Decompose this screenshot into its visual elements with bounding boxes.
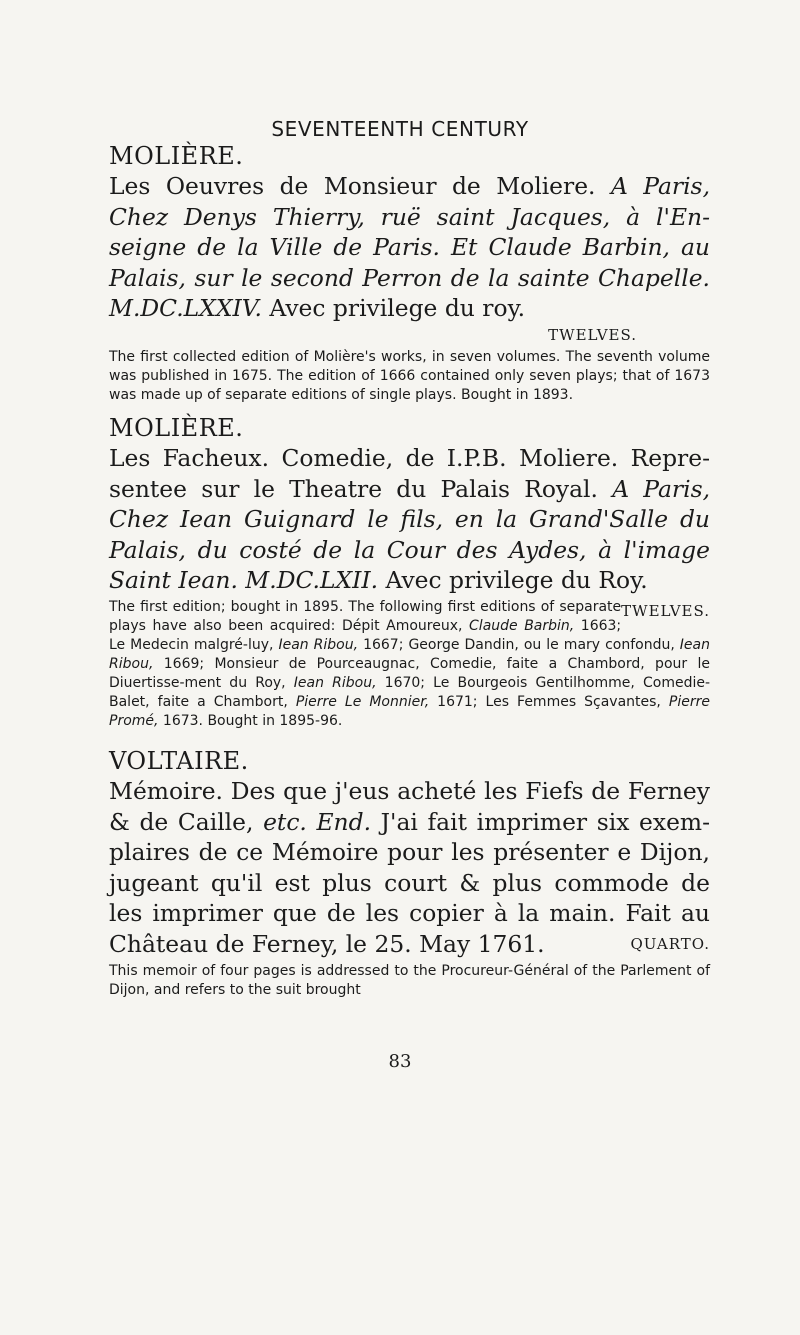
italic-text: Pierre Promé, bbox=[109, 693, 710, 729]
entry-author: VOLTAIRE. bbox=[109, 747, 249, 775]
text-run: Les Oeuvres de Monsieur de Moliere. bbox=[109, 172, 611, 200]
entry-format: TWELVES. bbox=[548, 325, 637, 344]
text-run: The first edition; bought in 1895. The following first editions of separate plays have also been acquired: Dépit Amoureux, bbox=[109, 598, 622, 634]
entry-title bbox=[109, 171, 710, 324]
entry-note bbox=[109, 962, 710, 1000]
text-run: Mémoire. Des que j'eus acheté les Fiefs de Ferney & de Caille, bbox=[109, 777, 710, 836]
running-head: SEVENTEENTH CENTURY bbox=[271, 117, 529, 141]
entry-note bbox=[109, 598, 710, 731]
text-run: 1671; Les Femmes Sçavantes, bbox=[429, 693, 669, 710]
page-number: 83 bbox=[388, 1051, 412, 1072]
catalogue-entry-2 bbox=[109, 413, 710, 731]
catalogue-entry-3 bbox=[109, 746, 710, 1000]
entry-format: TWELVES. bbox=[621, 601, 710, 620]
catalogue-entry-1 bbox=[109, 141, 710, 405]
text-run: Les Facheux. Comedie, de I.P.B. Moliere. Repre-sentee sur le Theatre du Palais Royal. bbox=[109, 444, 710, 503]
italic-text: Claude Barbin, bbox=[469, 617, 575, 634]
italic-text: A Paris, Chez Iean Guignard le fils, en la Grand'Salle du Palais, du costé de la Cour des Aydes, à l'image Saint Iean. M.DC.LXII. bbox=[109, 474, 711, 595]
text-run: This memoir of four pages is addressed to the Procureur-Général of the Parlement of Dijon, and refers to the suit brought bbox=[109, 962, 710, 998]
italic-text: Iean Ribou, bbox=[278, 636, 359, 653]
italic-text: A Paris, Chez Denys Thierry, ruë saint Jacques, à l'En-seigne de la Ville de Paris. Et Claude Barbin, au Palais, sur le second Perron de la sainte Chapelle. M.DC.LXXIV. bbox=[109, 172, 711, 323]
entry-format: QUARTO. bbox=[630, 934, 710, 953]
entry-author: MOLIÈRE. bbox=[109, 414, 244, 442]
text-run: 1663; Le Medecin malgré-luy, bbox=[109, 617, 622, 653]
italic-text: Iean Ribou, bbox=[293, 674, 377, 691]
entry-title bbox=[109, 776, 710, 960]
text-run: 1669; Monsieur de Pourceaugnac, Comedie, faite a Chambord, pour le Diuertisse-ment du Roy, bbox=[109, 655, 710, 691]
italic-text: Pierre Le Monnier, bbox=[295, 693, 430, 710]
entry-author: MOLIÈRE. bbox=[109, 142, 244, 170]
text-run: J'ai fait imprimer six exem-plaires de ce Mémoire pour les présenter e Dijon, jugeant qu'il est plus court & plus commode de les imprimer que de les copier à la main. Fait au Château de Ferney, le 25. May 1761. bbox=[109, 807, 710, 958]
italic-text: etc. End. bbox=[263, 807, 372, 836]
text-run: The first collected edition of Molière's works, in seven volumes. The seventh volume was published in 1675. The edition of 1666 contained only seven plays; that of 1673 was made up of separate editions of single plays. Bought in 1893. bbox=[109, 348, 710, 403]
text-run: 1667; George Dandin, ou le mary confondu, bbox=[358, 636, 680, 653]
text-run: Avec privilege du roy. bbox=[261, 294, 526, 323]
entry-note bbox=[109, 348, 710, 405]
text-run: 1673. Bought in 1895-96. bbox=[158, 712, 343, 729]
text-run: 1670; Le Bourgeois Gentilhomme, Comedie-Balet, faite a Chambort, bbox=[109, 674, 711, 710]
italic-text: Iean Ribou, bbox=[109, 636, 710, 672]
text-run: Avec privilege du Roy. bbox=[378, 566, 648, 595]
